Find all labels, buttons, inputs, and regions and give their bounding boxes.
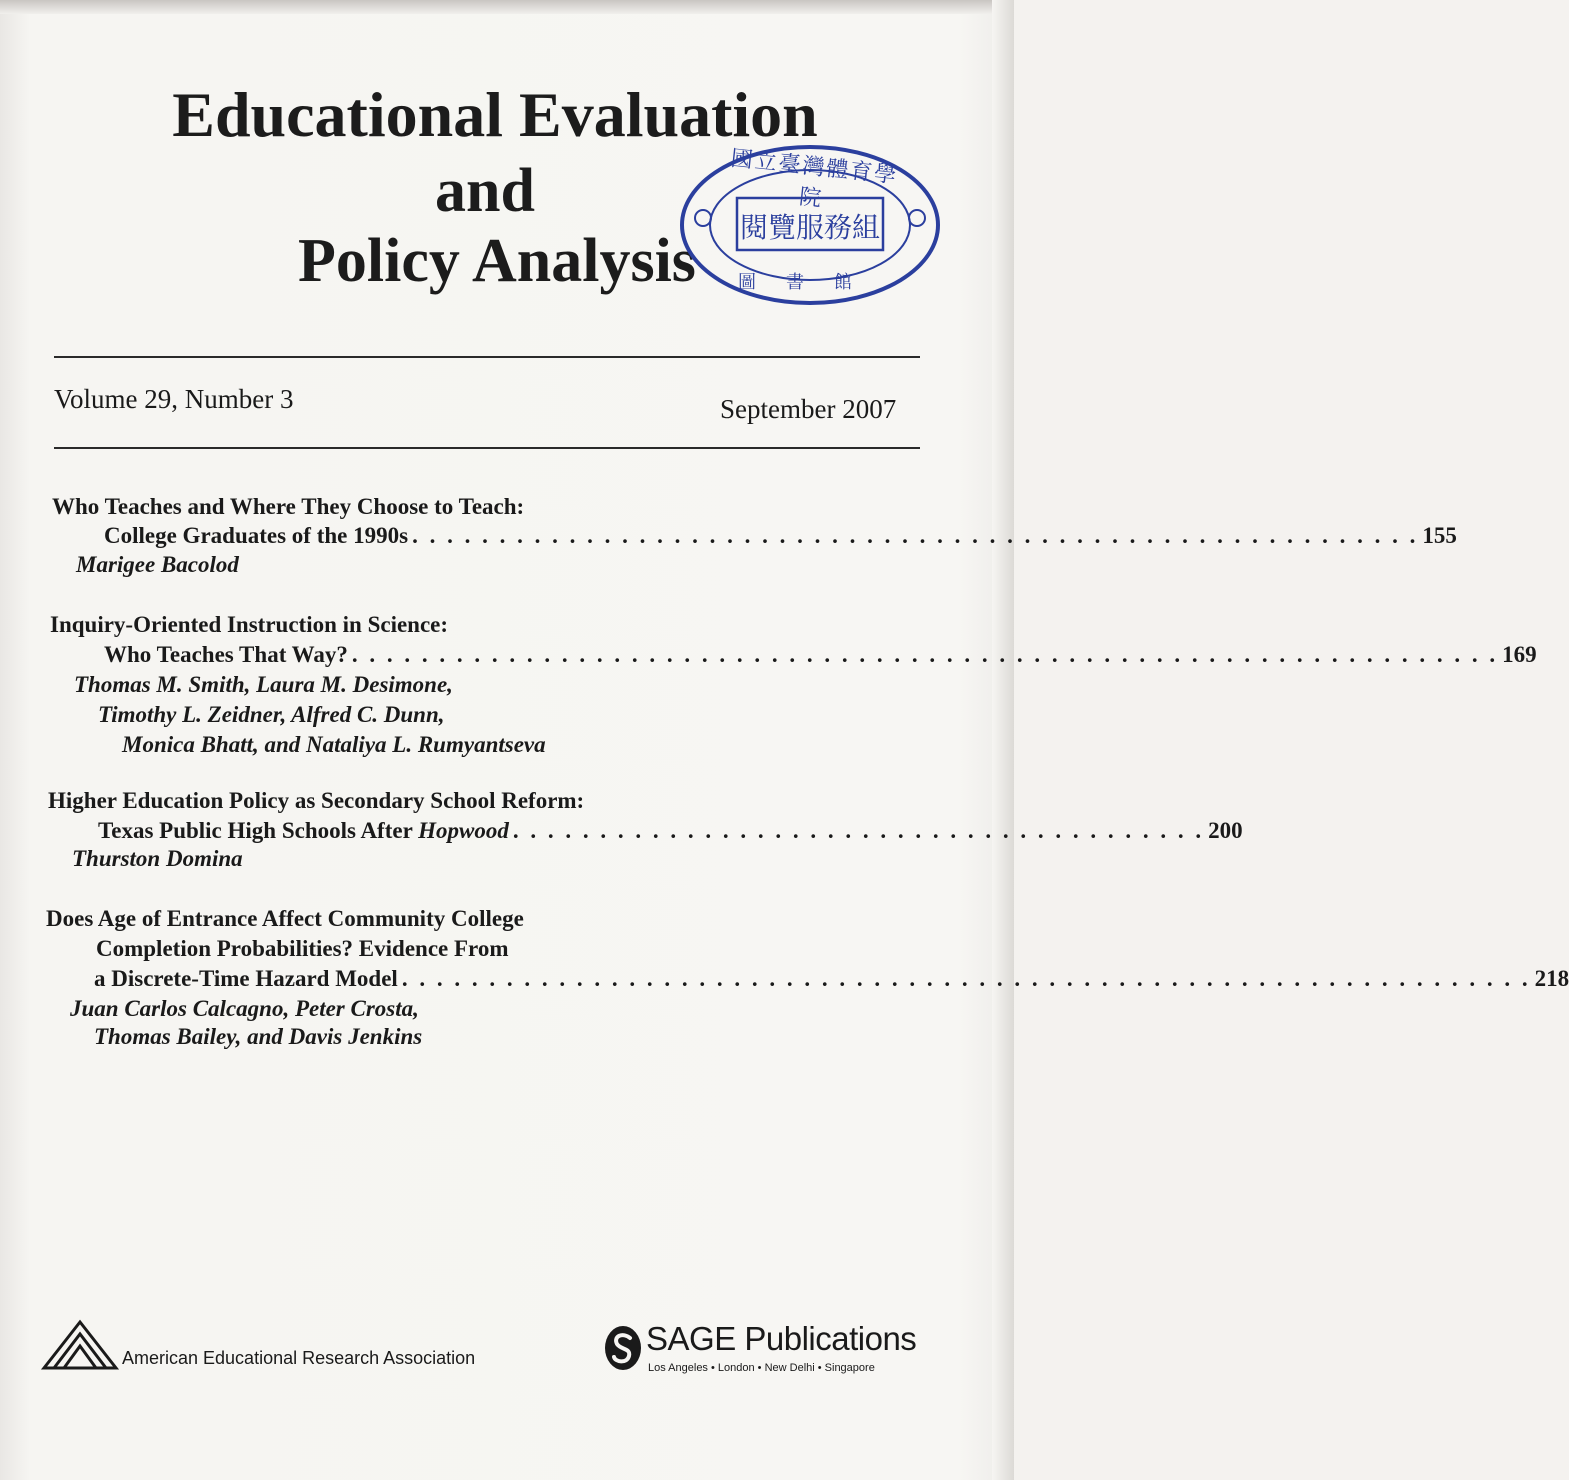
leader-dots: . . . . . . . . . . . . . . . . . . . . . . . . . . . . . . . . . . . . . . . . . . . . . . . . . . . . . . . . . . . . . . . . . . [351, 642, 1499, 667]
article-title-italic: Hopwood [418, 818, 509, 843]
article-title-text: a Discrete-Time Hazard Model [94, 966, 398, 991]
article-title-line3 [94, 966, 1569, 992]
article-title-text [98, 818, 509, 844]
header-rule-top [54, 356, 920, 358]
article-authors-line1: Thurston Domina [72, 846, 243, 871]
article-title-prefix: Texas Public High Schools After [98, 818, 419, 843]
article-title-text: Who Teaches That Way? [104, 642, 348, 667]
article-title-line1: Who Teaches and Where They Choose to Teach: [52, 494, 525, 519]
article-title-line1: Does Age of Entrance Affect Community College [46, 906, 524, 931]
page-number: 200 [1208, 818, 1243, 843]
stamp-center-text: 閱覽服務組 [739, 211, 880, 244]
article-title-line2 [104, 523, 1457, 549]
aera-logo-icon [40, 1318, 120, 1379]
aera-name: American Educational Research Association [122, 1348, 476, 1368]
leader-dots: . . . . . . . . . . . . . . . . . . . . . . . . . . . . . . . . . . . . . . . . . . . . . . . . . . . . . . . . . . . . . . . . . [401, 966, 1531, 991]
article-title-text: College Graduates of the 1990s [104, 523, 409, 548]
article-title-line2: Completion Probabilities? Evidence From [96, 936, 509, 961]
sage-logo-icon [603, 1324, 643, 1377]
sage-publications-name: SAGE Publications [646, 1320, 917, 1357]
issue-date: September 2007 [720, 394, 897, 424]
article-title-line2 [98, 818, 1243, 844]
page-number: 218 [1534, 966, 1569, 991]
article-authors-line1: Juan Carlos Calcagno, Peter Crosta, [70, 996, 419, 1021]
article-authors-line2: Timothy L. Zeidner, Alfred C. Dunn, [98, 702, 445, 727]
article-authors-line1: Thomas M. Smith, Laura M. Desimone, [74, 672, 453, 697]
article-authors-line3: Monica Bhatt, and Nataliya L. Rumyantseva [122, 732, 546, 757]
leader-dots: . . . . . . . . . . . . . . . . . . . . . . . . . . . . . . . . . . . . . . . . . . . . . . . . . . . . . . . . . . [412, 523, 1419, 548]
stamp-ring-text: 國立臺灣體育學院 [729, 146, 900, 213]
article-title-line1: Inquiry-Oriented Instruction in Science: [50, 612, 449, 637]
page-top-edge [0, 0, 1014, 14]
leader-dots: . . . . . . . . . . . . . . . . . . . . . . . . . . . . . . . . . . . . . . . . [512, 818, 1205, 843]
journal-title-line1: Educational Evaluation [172, 79, 818, 150]
article-title-line1: Higher Education Policy as Secondary School Reform: [48, 788, 585, 813]
article-title-line2 [104, 642, 1537, 668]
page-number: 155 [1422, 523, 1457, 548]
article-authors-line2: Thomas Bailey, and Davis Jenkins [94, 1024, 423, 1049]
volume-number: Volume 29, Number 3 [54, 384, 294, 414]
sage-cities: Los Angeles • London • New Delhi • Singapore [648, 1362, 875, 1374]
journal-title-line2: and [435, 157, 535, 225]
header-rule-bottom [54, 447, 920, 449]
page-number: 169 [1502, 642, 1537, 667]
library-stamp [675, 140, 945, 310]
journal-title-line3: Policy Analysis [298, 227, 696, 295]
article-authors-line1: Marigee Bacolod [76, 552, 239, 577]
stamp-bottom-text: 圖書館 [738, 272, 882, 293]
page-right-edge [992, 0, 1014, 1480]
